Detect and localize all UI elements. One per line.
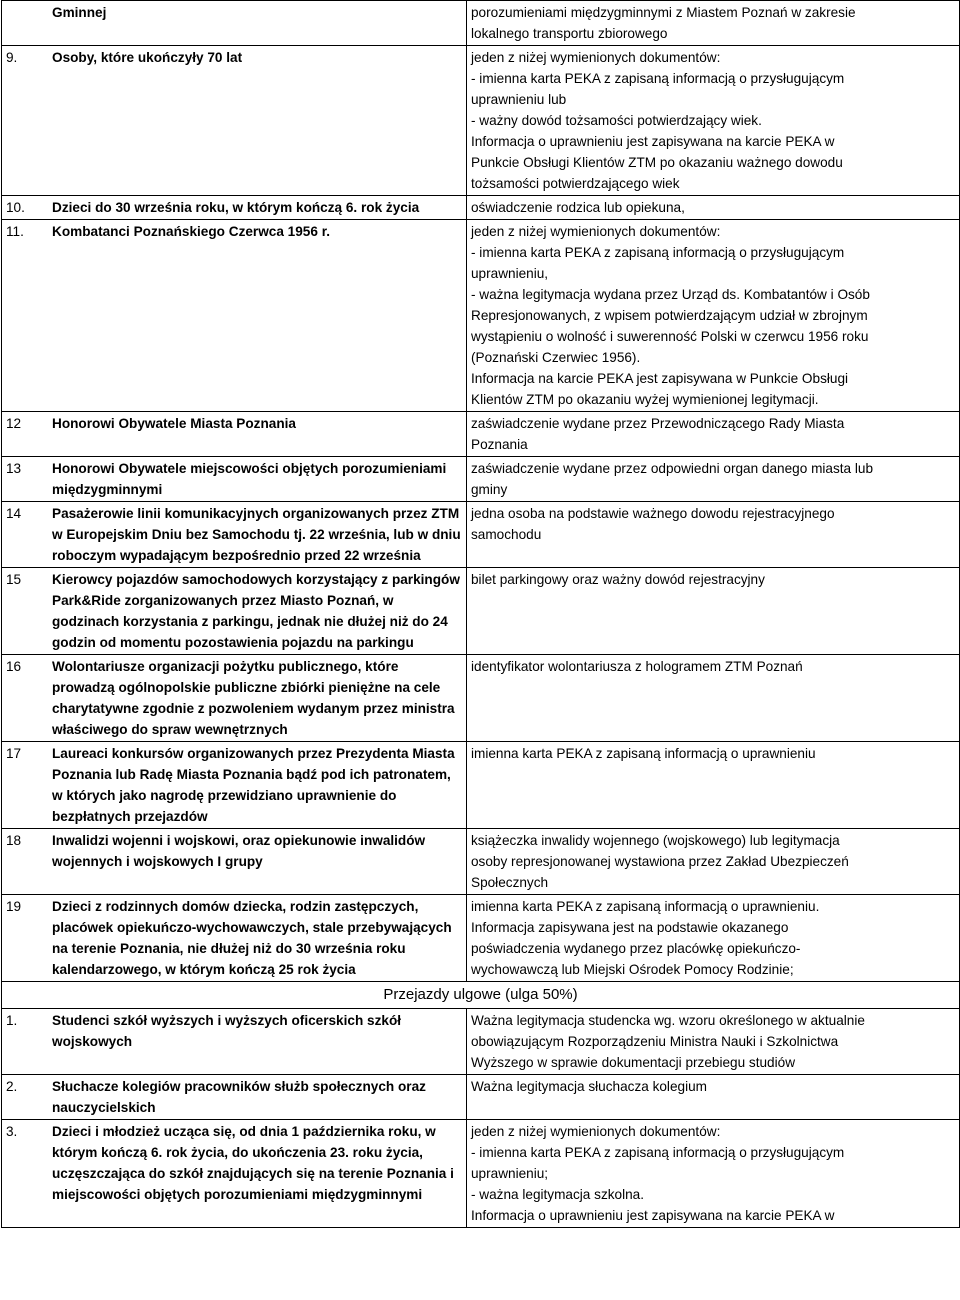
document-cell [467, 895, 960, 982]
document-line: zaświadczenie wydane przez odpowiedni organ danego miasta lub [471, 461, 874, 476]
category-label: Osoby, które ukończyły 70 lat [52, 50, 243, 65]
document-line: jeden z niżej wymienionych dokumentów: [471, 50, 721, 65]
section-header-row [2, 982, 960, 1009]
row-number: 11. [6, 224, 24, 239]
document-line: Informacja zapisywana jest na podstawie okazanego [471, 920, 789, 935]
category-label: Laureaci konkursów organizowanych przez Prezydenta Miasta Poznania lub Radę Miasta Poznania bądź pod ich patronatem, w których jako nagrodę przewidziano uprawnienie do bezpłatnych przejazdów [52, 746, 455, 824]
table-row [2, 196, 960, 220]
category-cell [2, 568, 467, 655]
category-cell [2, 220, 467, 412]
document-line: Wyższego w sprawie dokumentacji przebiegu studiów [471, 1055, 796, 1070]
document-line: identyfikator wolontariusza z hologramem ZTM Poznań [471, 659, 803, 674]
document-line: wystąpieniu o wolność i suwerenność Polski w czerwcu 1956 roku [471, 329, 869, 344]
document-line: imienna karta PEKA z zapisaną informacją o uprawnieniu. [471, 899, 820, 914]
document-cell [467, 568, 960, 655]
category-label: Dzieci i młodzież ucząca się, od dnia 1 października roku, w którym kończą 6. rok życia, do ukończenia 23. roku życia, uczęszczająca do szkół znajdujących się na terenie Poznania i miejscowości objętych porozumieniami międzygminnymi [52, 1124, 454, 1202]
document-line: jeden z niżej wymienionych dokumentów: [471, 1124, 721, 1139]
category-cell [2, 1009, 467, 1075]
document-line: Poznania [471, 437, 528, 452]
category-cell [2, 1120, 467, 1228]
document-line: gminy [471, 482, 508, 497]
document-line: osoby represjonowanej wystawiona przez Zakład Ubezpieczeń [471, 854, 849, 869]
document-cell [467, 502, 960, 568]
document-line: obowiązującym Rozporządzeniu Ministra Nauki i Szkolnictwa [471, 1034, 839, 1049]
category-cell [2, 1075, 467, 1120]
table-row [2, 412, 960, 457]
document-line: jedna osoba na podstawie ważnego dowodu rejestracyjnego [471, 506, 835, 521]
document-line: Punkcie Obsługi Klientów ZTM po okazaniu ważnego dowodu [471, 155, 843, 170]
row-number [6, 2, 52, 23]
document-line: uprawnieniu, [471, 266, 549, 281]
document-line: uprawnieniu lub [471, 92, 567, 107]
row-number: 17 [6, 746, 22, 761]
document-line: Ważna legitymacja studencka wg. wzoru określonego w aktualnie [471, 1013, 865, 1028]
discounts-table [1, 0, 960, 1228]
category-label: Studenci szkół wyższych i wyższych oficerskich szkół wojskowych [52, 1013, 402, 1049]
document-line: Społecznych [471, 875, 549, 890]
row-number: 13 [6, 461, 22, 476]
category-label: Pasażerowie linii komunikacyjnych organizowanych przez ZTM w Europejskim Dniu bez Samochodu tj. 22 września, lub w dniu roboczym wypadającym bezpośrednio przed 22 września [52, 506, 461, 563]
category-cell [2, 412, 467, 457]
document-cell [467, 1, 960, 46]
document-line: - ważna legitymacja szkolna. [471, 1187, 645, 1202]
document-line: zaświadczenie wydane przez Przewodniczącego Rady Miasta [471, 416, 845, 431]
document-line: jeden z niżej wymienionych dokumentów: [471, 224, 721, 239]
document-cell [467, 829, 960, 895]
document-line: Represjonowanych, z wpisem potwierdzającym udział w zbrojnym [471, 308, 868, 323]
document-line: uprawnieniu; [471, 1166, 549, 1181]
document-line: bilet parkingowy oraz ważny dowód rejestracyjny [471, 572, 765, 587]
category-cell [2, 829, 467, 895]
table-row [2, 1120, 960, 1228]
document-cell [467, 46, 960, 196]
document-cell [467, 220, 960, 412]
row-number: 16 [6, 659, 22, 674]
category-cell [2, 502, 467, 568]
document-cell [467, 457, 960, 502]
category-cell [2, 742, 467, 829]
table-row [2, 655, 960, 742]
document-line: porozumieniami międzygminnymi z Miastem Poznań w zakresie [471, 5, 856, 20]
row-number: 3. [6, 1124, 18, 1139]
document-line: imienna karta PEKA z zapisaną informacją o uprawnieniu [471, 746, 816, 761]
document-line: - imienna karta PEKA z zapisaną informacją o przysługującym [471, 71, 845, 86]
category-label: Gminnej [52, 5, 107, 20]
category-label: Honorowi Obywatele Miasta Poznania [52, 416, 296, 431]
category-label: Dzieci z rodzinnych domów dziecka, rodzin zastępczych, placówek opiekuńczo-wychowawczych, stale przebywających na terenie Poznania, nie dłużej niż do 30 września roku kalendarzowego, w którym kończą 25 rok życia [52, 899, 452, 977]
row-number: 10. [6, 200, 25, 215]
row-number: 2. [6, 1079, 18, 1094]
row-number: 19 [6, 899, 22, 914]
category-cell [2, 196, 467, 220]
table-row [2, 1009, 960, 1075]
category-label: Honorowi Obywatele miejscowości objętych porozumieniami międzygminnymi [52, 461, 447, 497]
row-number: 15 [6, 572, 22, 587]
document-cell [467, 655, 960, 742]
category-label: Kierowcy pojazdów samochodowych korzystający z parkingów Park&Ride zorganizowanych przez Miasto Poznań, w godzinach korzystania z parkingu, jednak nie dłużej niż do 24 godzin od momentu pozostawienia pojazdu na parkingu [52, 572, 460, 650]
row-number: 12 [6, 416, 22, 431]
document-cell [467, 1075, 960, 1120]
category-cell [2, 46, 467, 196]
document-line: książeczka inwalidy wojennego (wojskowego) lub legitymacja [471, 833, 840, 848]
document-line: Informacja na karcie PEKA jest zapisywana w Punkcie Obsługi [471, 371, 849, 386]
category-label: Wolontariusze organizacji pożytku publicznego, które prowadzą ogólnopolskie publiczne zbiórki pieniężne na cele charytatywne zgodnie z pozwoleniem wydanym przez ministra właściwego do spraw wewnętrznych [52, 659, 455, 737]
document-cell [467, 742, 960, 829]
document-line: Ważna legitymacja słuchacza kolegium [471, 1079, 707, 1094]
table-row [2, 46, 960, 196]
category-cell [2, 655, 467, 742]
document-cell [467, 196, 960, 220]
category-label: Dzieci do 30 września roku, w którym kończą 6. rok życia [52, 200, 420, 215]
document-cell [467, 1009, 960, 1075]
document-line: oświadczenie rodzica lub opiekuna, [471, 200, 685, 215]
row-number: 9. [6, 50, 18, 65]
table-row [2, 742, 960, 829]
row-number: 1. [6, 1013, 18, 1028]
document-line: lokalnego transportu zbiorowego [471, 26, 668, 41]
table-row [2, 568, 960, 655]
document-line: - imienna karta PEKA z zapisaną informacją o przysługującym [471, 1145, 845, 1160]
document-line: Informacja o uprawnieniu jest zapisywana na karcie PEKA w [471, 1208, 835, 1223]
document-cell [467, 412, 960, 457]
document-line: poświadczenia wydanego przez placówkę opiekuńczo- [471, 941, 801, 956]
section-title: Przejazdy ulgowe (ulga 50%) [2, 982, 960, 1009]
table-row [2, 220, 960, 412]
category-cell [2, 1, 467, 46]
category-label: Słuchacze kolegiów pracowników służb społecznych oraz nauczycielskich [52, 1079, 426, 1115]
document-line: Informacja o uprawnieniu jest zapisywana na karcie PEKA w [471, 134, 835, 149]
category-cell [2, 457, 467, 502]
category-cell [2, 895, 467, 982]
document-line: (Poznański Czerwiec 1956). [471, 350, 641, 365]
category-label: Inwalidzi wojenni i wojskowi, oraz opiekunowie inwalidów wojennych i wojskowych I grupy [52, 833, 426, 869]
table-row [2, 457, 960, 502]
table-row [2, 829, 960, 895]
document-line: samochodu [471, 527, 542, 542]
document-line: Klientów ZTM po okazaniu wyżej wymienionej legitymacji. [471, 392, 819, 407]
document-line: - ważny dowód tożsamości potwierdzający wiek. [471, 113, 762, 128]
table-row [2, 502, 960, 568]
table-row [2, 895, 960, 982]
table-row [2, 1075, 960, 1120]
document-line: - imienna karta PEKA z zapisaną informacją o przysługującym [471, 245, 845, 260]
row-number: 18 [6, 833, 22, 848]
category-label: Kombatanci Poznańskiego Czerwca 1956 r. [52, 224, 331, 239]
document-line: tożsamości potwierdzającego wiek [471, 176, 680, 191]
document-line: wychowawczą lub Miejski Ośrodek Pomocy Rodzinie; [471, 962, 794, 977]
row-number: 14 [6, 506, 22, 521]
table-row [2, 1, 960, 46]
document-cell [467, 1120, 960, 1228]
document-line: - ważna legitymacja wydana przez Urząd ds. Kombatantów i Osób [471, 287, 870, 302]
